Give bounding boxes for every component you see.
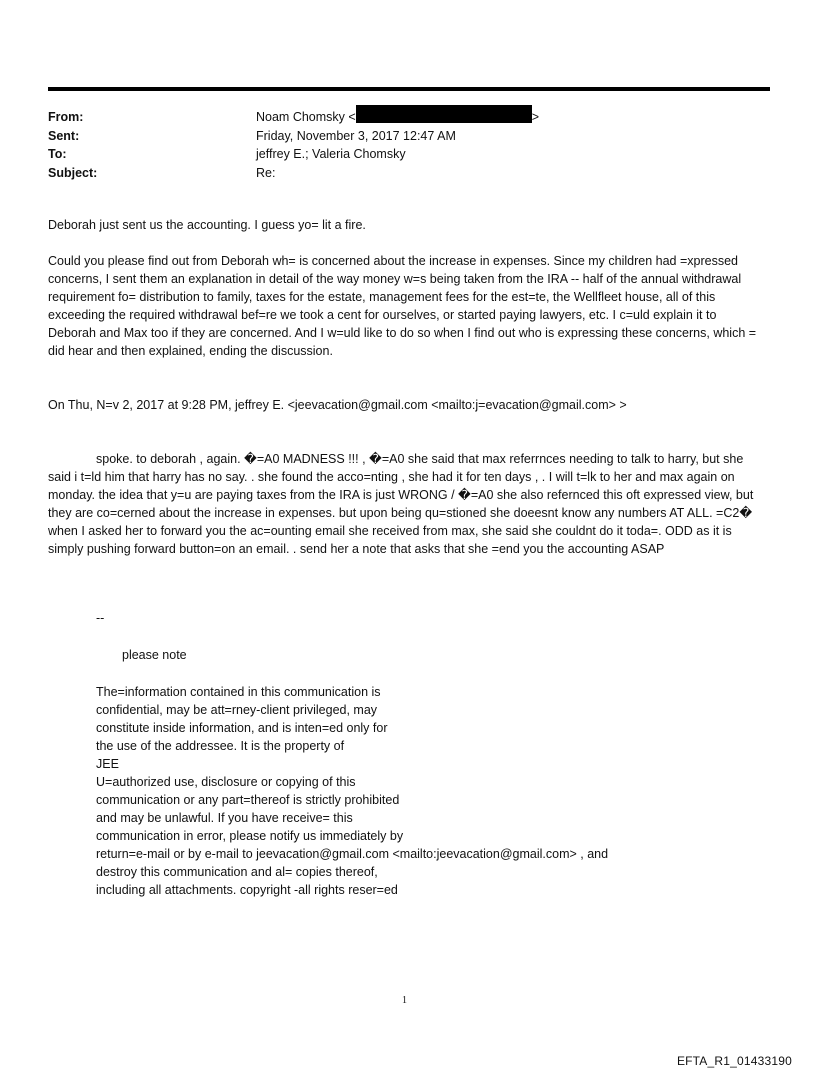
from-bracket: >: [531, 110, 539, 124]
disclaimer-line: return=e-mail or by e-mail to jeevacation@gmail.com <mailto:jeevacation@gmail.com> , and: [96, 847, 609, 861]
sent-row: [48, 127, 748, 146]
body-paragraph-2: Could you please find out from Deborah wh= is concerned about the increase in expenses. Since my children had =xpressed concerns, I sent them an explanation in detail of the way money w=s being taken from the IRA -- half of the annual withdrawal requirement fo= distribution to family, taxes for the estate, management fees for the est=te, the Wellfleet house, all of this exceeding the required withdrawal bef=re we took a cent for ourselves, or started paying lawyers, etc. I c=uld explain it to Deborah and Max too if they are concerned. And I w=uld like to do so when I find out who is expressing these concerns, which = did hear and then explained, ending the discussion.: [48, 254, 757, 358]
quoted-text: spoke. to deborah , again. �=A0 MADNESS !!! , �=A0 she said that max referrnces needing to talk to harry, but she said i t=ld him that harry has no say. . she found the acco=nting , she had it for ten days , . I will t=lk to her and max again on monday. the idea that y=u are paying taxes from the IRA is just WRONG / �=A0 she also refernced this oft expressed view, but they are co=cerned about the increase in expenses. but upon being qu=stioned she doeesnt know any numbers AT ALL. =C2� when I asked her to forward you the ac=ounting email she received from max, she said she couldnt do it toda=. ODD as it is simply pushing forward button=on an email. . send her a note that asks that she =end you the accounting ASAP: [48, 452, 754, 556]
from-row: [48, 108, 748, 127]
to-row: [48, 145, 748, 164]
disclaimer-line: communication in error, please notify us immediately by: [96, 829, 404, 843]
disclaimer-line: communication or any part=thereof is strictly prohibited: [96, 793, 400, 807]
quote-header: On Thu, N=v 2, 2017 at 9:28 PM, jeffrey E. <jeevacation@gmail.com <mailto:j=evacation@gmail.com> >: [48, 398, 627, 412]
disclaimer-line: the use of the addressee. It is the property of: [96, 739, 345, 753]
from-label: From:: [48, 110, 84, 124]
disclaimer-line: U=authorized use, disclosure or copying of this: [96, 775, 356, 789]
email-header: [48, 108, 748, 182]
sent-label: Sent:: [48, 128, 80, 143]
redaction-block: [356, 105, 532, 123]
from-name: Noam Chomsky <: [256, 110, 356, 124]
from-value: [256, 108, 539, 127]
disclaimer-line: JEE: [96, 757, 119, 771]
quoted-message: [48, 450, 760, 558]
page-number: 1: [402, 995, 407, 1006]
signature-note: please note: [122, 648, 187, 662]
disclaimer-line: and may be unlawful. If you have receive= this: [96, 811, 353, 825]
subject-row: [48, 164, 748, 183]
sent-value: Friday, November 3, 2017 12:47 AM: [256, 128, 456, 143]
disclaimer-line: confidential, may be att=rney-client privileged, may: [96, 703, 378, 717]
bates-number: EFTA_R1_01433190: [676, 1054, 792, 1068]
to-value: jeffrey E.; Valeria Chomsky: [256, 147, 406, 161]
body-paragraph-1: Deborah just sent us the accounting. I guess yo= lit a fire.: [48, 218, 366, 232]
disclaimer-line: destroy this communication and al= copies thereof,: [96, 865, 378, 879]
to-label: To:: [48, 147, 67, 161]
disclaimer-line: including all attachments. copyright -all rights reser=ed: [96, 883, 398, 897]
disclaimer-line: constitute inside information, and is inten=ed only for: [96, 721, 388, 735]
header-rule: [48, 87, 770, 91]
disclaimer-line: The=information contained in this communication is: [96, 685, 381, 699]
subject-value: Re:: [256, 165, 276, 180]
subject-label: Subject:: [48, 165, 98, 180]
confidentiality-disclaimer: [96, 683, 696, 899]
signature-dash: --: [96, 611, 105, 625]
